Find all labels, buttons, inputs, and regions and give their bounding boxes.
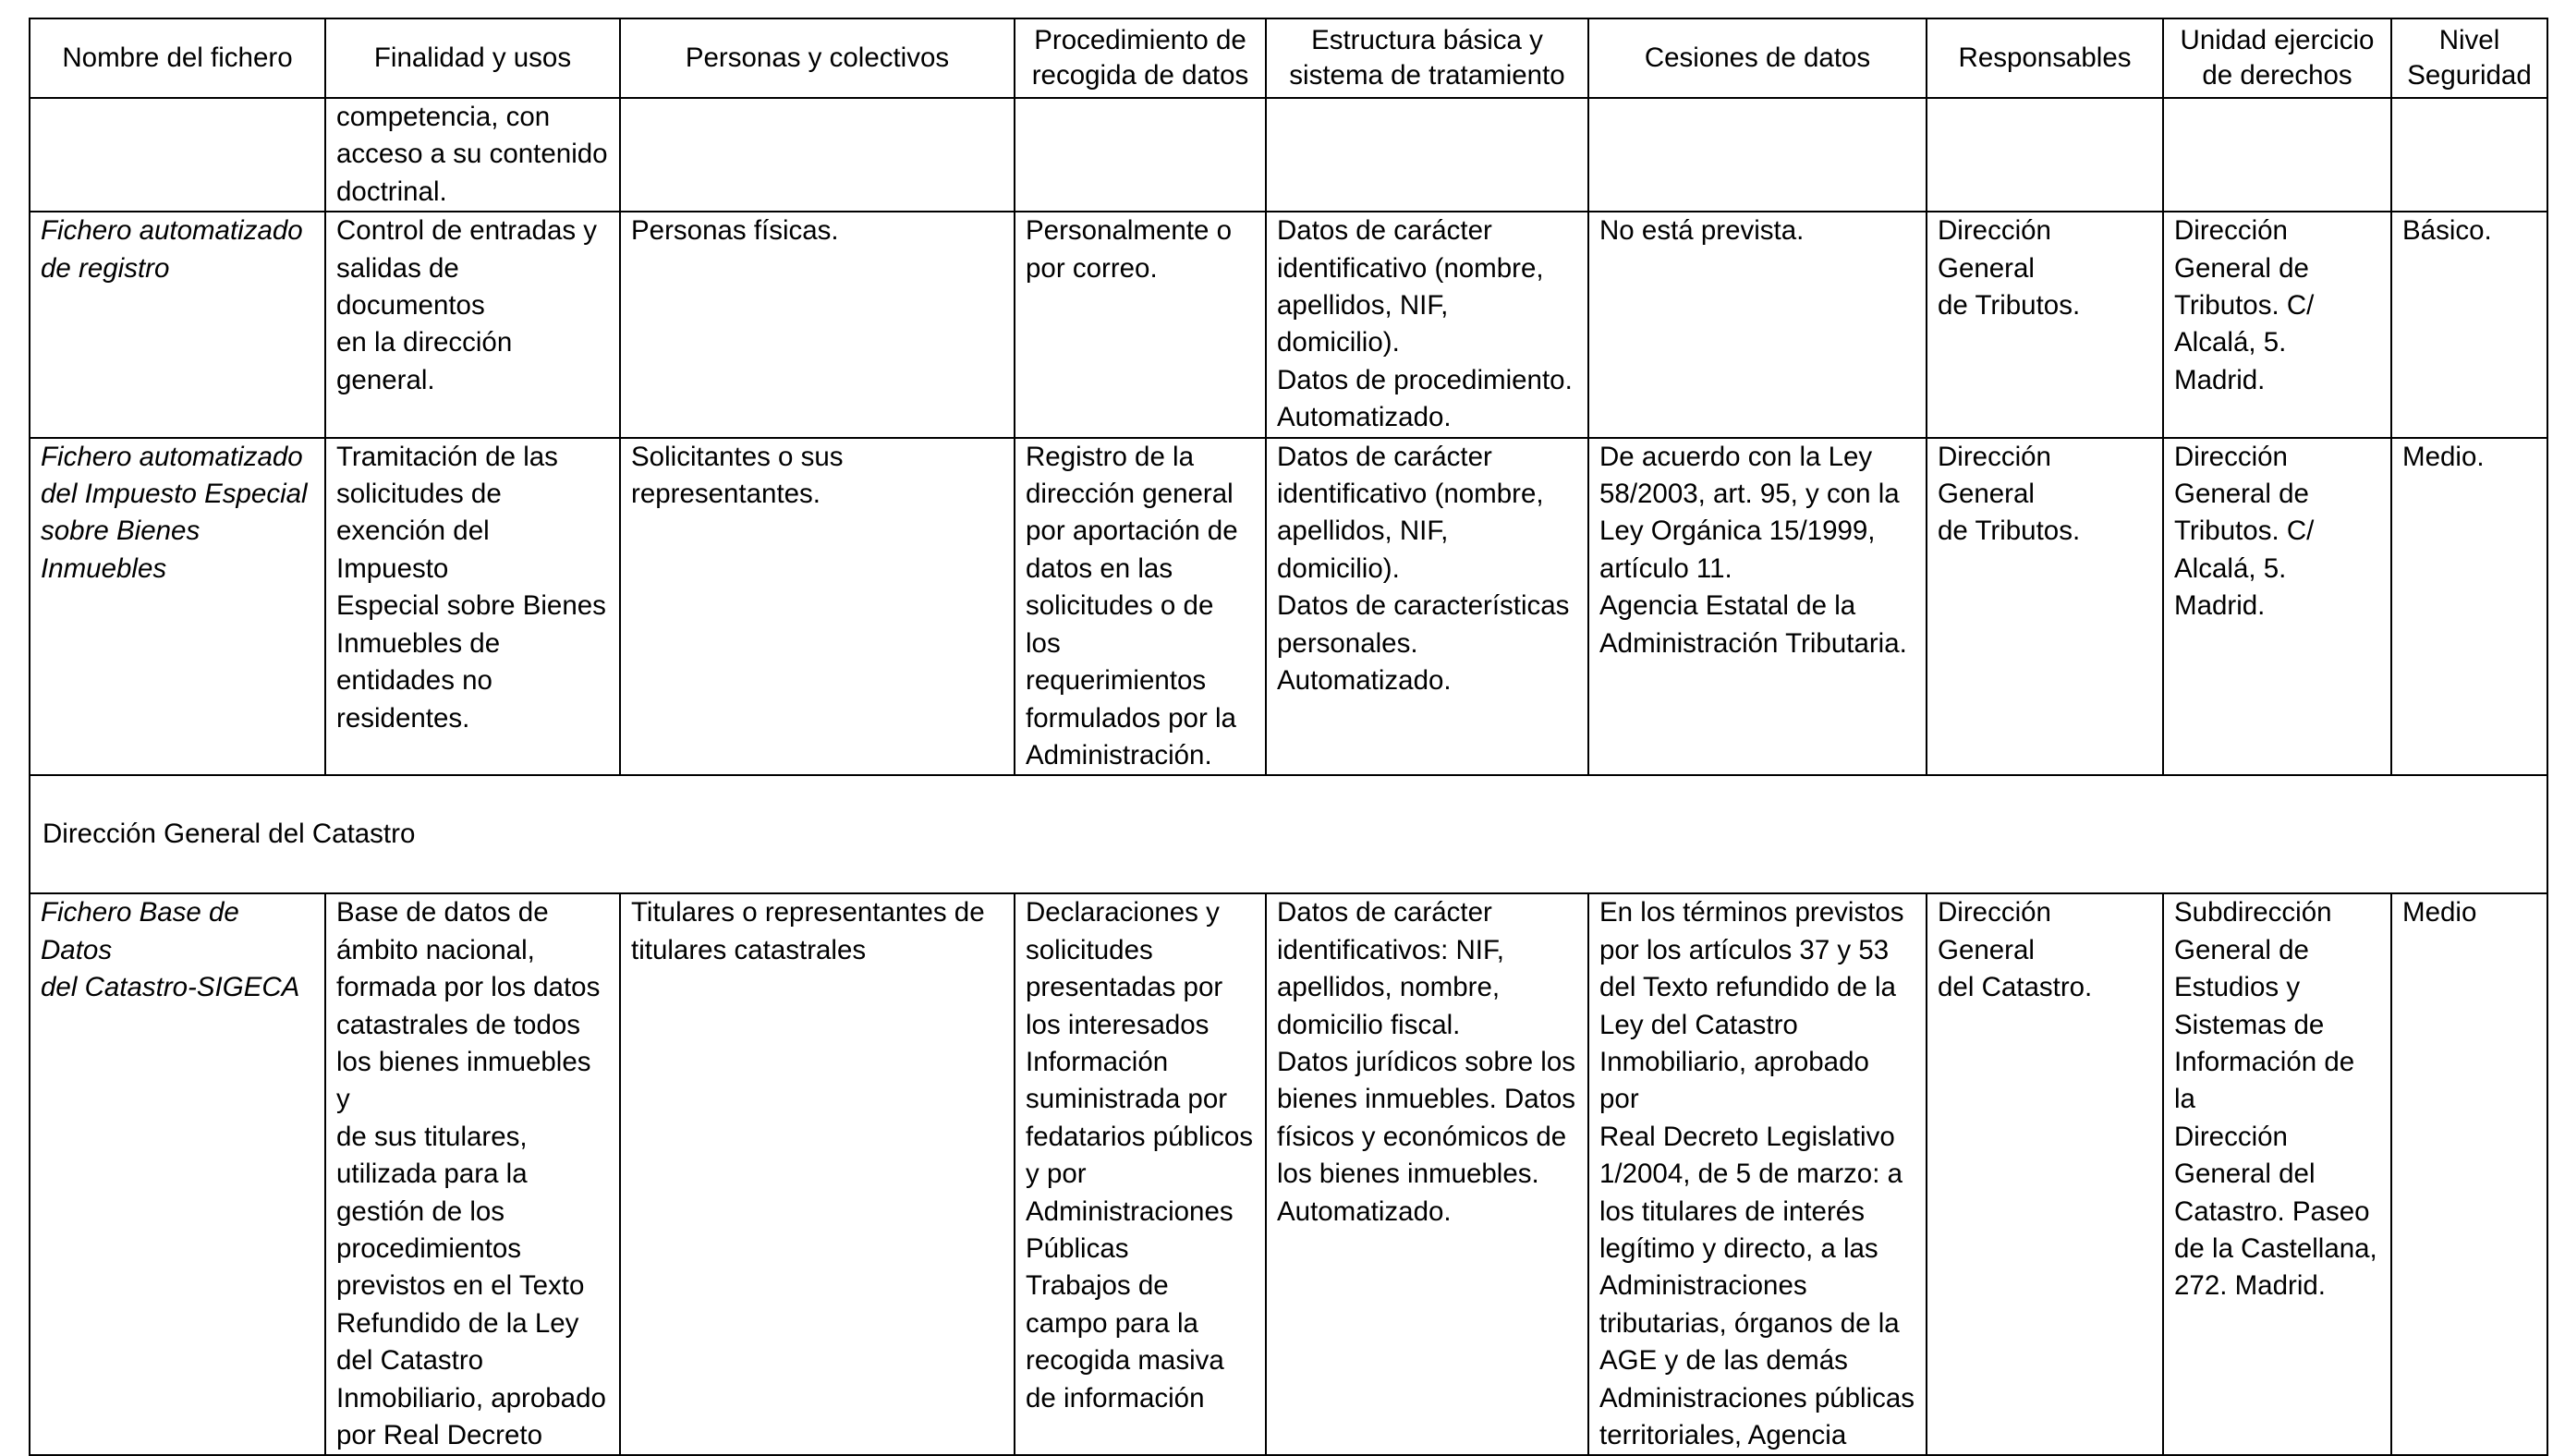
cell-finalidad: Tramitación de las solicitudes de exención del Impuesto Especial sobre Bienes Inmuebles de entidades no residentes. bbox=[325, 438, 620, 776]
cell-nombre: Fichero automatizado del Impuesto Especial sobre Bienes Inmuebles bbox=[30, 438, 325, 776]
cell-nombre bbox=[30, 98, 325, 212]
cell-unidad: Subdirección General de Estudios y Sistemas de Información de la Dirección General del Catastro. Paseo de la Castellana, 272. Madrid. bbox=[2163, 893, 2391, 1455]
cell-finalidad: competencia, con acceso a su contenido doctrinal. bbox=[325, 98, 620, 212]
cell-estructura: Datos de carácter identificativos: NIF, apellidos, nombre, domicilio fiscal. Datos jurídicos sobre los bienes inmuebles. Datos físicos y económicos de los bienes inmuebles. Automatizado. bbox=[1266, 893, 1588, 1455]
cell-responsables: Dirección General de Tributos. bbox=[1927, 212, 2163, 437]
cell-unidad: Dirección General de Tributos. C/ Alcalá, 5. Madrid. bbox=[2163, 212, 2391, 437]
cell-responsables: Dirección General del Catastro. bbox=[1927, 893, 2163, 1455]
cell-finalidad: Control de entradas y salidas de documentos en la dirección general. bbox=[325, 212, 620, 437]
cell-personas: Titulares o representantes de titulares catastrales bbox=[620, 893, 1015, 1455]
cell-personas: Personas físicas. bbox=[620, 212, 1015, 437]
cell-procedimiento bbox=[1015, 98, 1266, 212]
header-unidad-derechos: Unidad ejercicio de derechos bbox=[2163, 18, 2391, 98]
cell-cesiones: No está prevista. bbox=[1588, 212, 1927, 437]
cell-responsables bbox=[1927, 98, 2163, 212]
cell-cesiones: En los términos previstos por los artículos 37 y 53 del Texto refundido de la Ley del Catastro Inmobiliario, aprobado por Real Decreto Legislativo 1/2004, de 5 de marzo: a los titulares de interés legítimo y directo, a las Administraciones tributarias, órganos de la AGE y de las demás Administraciones públicas territoriales, Agencia bbox=[1588, 893, 1927, 1455]
cell-nivel: Medio. bbox=[2391, 438, 2547, 776]
data-files-table bbox=[29, 18, 2548, 1456]
table-row bbox=[30, 893, 2547, 1455]
table-row bbox=[30, 438, 2547, 776]
header-personas-colectivos: Personas y colectivos bbox=[620, 18, 1015, 98]
cell-nivel: Medio bbox=[2391, 893, 2547, 1455]
cell-personas bbox=[620, 98, 1015, 212]
header-nivel-seguridad: Nivel Seguridad bbox=[2391, 18, 2547, 98]
cell-estructura bbox=[1266, 98, 1588, 212]
cell-finalidad: Base de datos de ámbito nacional, formada por los datos catastrales de todos los bienes inmuebles y de sus titulares, utilizada para la gestión de los procedimientos previstos en el Texto Refundido de la Ley del Catastro Inmobiliario, aprobado por Real Decreto bbox=[325, 893, 620, 1455]
header-estructura-basica: Estructura básica y sistema de tratamiento bbox=[1266, 18, 1588, 98]
cell-estructura: Datos de carácter identificativo (nombre, apellidos, NIF, domicilio). Datos de procedimiento. Automatizado. bbox=[1266, 212, 1588, 437]
header-nombre-fichero: Nombre del fichero bbox=[30, 18, 325, 98]
table-row bbox=[30, 98, 2547, 212]
header-row bbox=[30, 18, 2547, 98]
section-row bbox=[30, 775, 2547, 893]
cell-responsables: Dirección General de Tributos. bbox=[1927, 438, 2163, 776]
header-responsables: Responsables bbox=[1927, 18, 2163, 98]
header-cesiones-datos: Cesiones de datos bbox=[1588, 18, 1927, 98]
header-procedimiento-recogida: Procedimiento de recogida de datos bbox=[1015, 18, 1266, 98]
cell-nombre: Fichero Base de Datos del Catastro-SIGECA bbox=[30, 893, 325, 1455]
cell-personas: Solicitantes o sus representantes. bbox=[620, 438, 1015, 776]
cell-procedimiento: Declaraciones y solicitudes presentadas por los interesados Información suministrada por fedatarios públicos y por Administraciones Públicas Trabajos de campo para la recogida masiva de información bbox=[1015, 893, 1266, 1455]
cell-cesiones bbox=[1588, 98, 1927, 212]
table-row bbox=[30, 212, 2547, 437]
cell-unidad: Dirección General de Tributos. C/ Alcalá, 5. Madrid. bbox=[2163, 438, 2391, 776]
cell-nivel: Básico. bbox=[2391, 212, 2547, 437]
cell-nivel bbox=[2391, 98, 2547, 212]
cell-procedimiento: Registro de la dirección general por aportación de datos en las solicitudes o de los requerimientos formulados por la Administración. bbox=[1015, 438, 1266, 776]
header-finalidad-usos: Finalidad y usos bbox=[325, 18, 620, 98]
cell-unidad bbox=[2163, 98, 2391, 212]
cell-cesiones: De acuerdo con la Ley 58/2003, art. 95, y con la Ley Orgánica 15/1999, artículo 11. Agencia Estatal de la Administración Tributaria. bbox=[1588, 438, 1927, 776]
cell-nombre: Fichero automatizado de registro bbox=[30, 212, 325, 437]
cell-procedimiento: Personalmente o por correo. bbox=[1015, 212, 1266, 437]
cell-estructura: Datos de carácter identificativo (nombre, apellidos, NIF, domicilio). Datos de características personales. Automatizado. bbox=[1266, 438, 1588, 776]
section-title: Dirección General del Catastro bbox=[30, 775, 2547, 893]
